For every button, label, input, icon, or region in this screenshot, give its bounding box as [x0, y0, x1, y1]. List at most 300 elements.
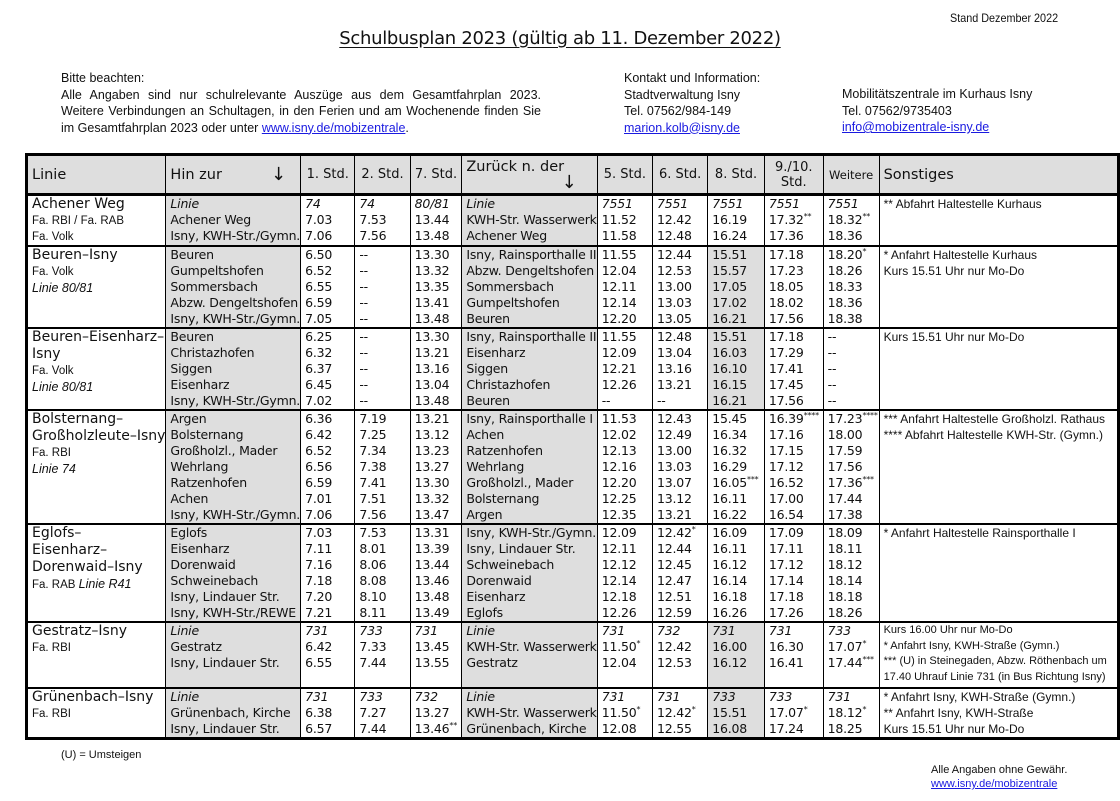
times-weitere — [823, 410, 879, 524]
route-group-row — [27, 246, 1119, 328]
route-group-row — [27, 524, 1119, 622]
cell-value: Schweinebach — [466, 557, 555, 572]
route-name-cell — [27, 688, 166, 739]
cell-value: -- — [827, 329, 837, 344]
cell-value: KWH-Str. Wasserwerk — [466, 639, 597, 654]
cell-value: 13.31 — [414, 525, 450, 540]
cell-value: 12.48 — [656, 329, 692, 344]
times-weitere — [823, 622, 879, 688]
office-email-link[interactable]: info@mobizentrale-isny.de — [842, 120, 990, 134]
return-stops-cell — [462, 246, 597, 328]
notes-cell — [879, 246, 1118, 328]
cell-value: 6.42 — [305, 639, 333, 654]
cell-value: 15.51 — [712, 705, 748, 720]
cell-value: Eisenharz — [170, 377, 230, 392]
arrow-down-icon: ↓ — [270, 163, 287, 185]
times-2-std — [355, 622, 410, 688]
cell-value: Beuren — [170, 247, 214, 262]
cell-value: 733 — [359, 689, 383, 704]
table-header-row — [27, 155, 1119, 195]
times-8-std — [708, 195, 765, 247]
cell-value: Siggen — [170, 361, 213, 376]
cell-value: Eisenharz — [466, 589, 526, 604]
times-9-10-std — [764, 328, 823, 410]
page-title: Schulbusplan 2023 (gültig ab 11. Dezember 2022) — [339, 28, 781, 49]
note: * Anfahrt Isny, KWH-Straße (Gymn.) — [883, 690, 1076, 704]
times-9-10-std — [764, 688, 823, 739]
route-name: Grünenbach–Isny — [32, 689, 154, 705]
route-name: Eisenharz– — [32, 542, 108, 558]
cell-value: 8.11 — [359, 605, 387, 620]
cell-value: 12.45 — [656, 557, 692, 572]
cell-value: Grünenbach, Kirche — [466, 721, 587, 736]
header-6-std: 6. Std. — [652, 155, 707, 195]
return-stops-cell — [462, 622, 597, 688]
cell-value: -- — [359, 393, 368, 408]
cell-value: 18.12 — [827, 557, 863, 572]
cell-value: Isny, Rainsporthalle I — [466, 411, 593, 426]
notes-cell — [879, 524, 1118, 622]
disclaimer-block — [931, 763, 1067, 791]
cell-value: 733 — [712, 689, 736, 704]
times-6-std — [652, 328, 707, 410]
cell-value: 7.01 — [305, 491, 333, 506]
cell-value: 13.16 — [414, 361, 450, 376]
cell-value: 17.09 — [768, 525, 804, 540]
cell-value: Großholzl., Mader — [466, 475, 574, 490]
cell-value: 12.59 — [656, 605, 692, 620]
cell-value: Eisenharz — [170, 541, 230, 556]
cell-value: 6.59 — [305, 475, 333, 490]
cell-value: 18.11 — [827, 541, 863, 556]
cell-value: 12.51 — [656, 589, 692, 604]
times-1-std — [301, 195, 355, 247]
cell-value: Wehrlang — [170, 459, 229, 474]
cell-value: 13.30 — [414, 475, 450, 490]
cell-value: 13.03 — [656, 459, 692, 474]
cell-value: 12.11 — [601, 279, 637, 294]
operator: Fa. RBI — [32, 642, 71, 654]
cell-value: Isny, KWH-Str./Gymn. — [170, 311, 301, 326]
mobizentrale-link[interactable]: www.isny.de/mobizentrale — [261, 120, 406, 135]
cell-value: Beuren — [170, 329, 214, 344]
cell-value: -- — [827, 377, 837, 392]
notes-cell — [879, 622, 1118, 688]
cell-value: 7.19 — [359, 411, 387, 426]
cell-value: 16.32 — [712, 443, 748, 458]
cell-value: Isny, KWH-Str./Gymn. — [466, 525, 596, 540]
notes-cell — [879, 688, 1118, 739]
times-9-10-std — [764, 410, 823, 524]
cell-value: 731 — [414, 623, 438, 638]
cell-value: 13.00 — [656, 443, 692, 458]
cell-value-footnote: 18.32** — [827, 212, 871, 227]
cell-value: 7.44 — [359, 721, 387, 736]
route-name-cell — [27, 195, 166, 247]
route-group-row — [27, 410, 1119, 524]
cell-value: 7.21 — [305, 605, 333, 620]
cell-value: Linie — [466, 623, 495, 638]
note: Kurs 15.51 Uhr nur Mo-Do — [883, 264, 1025, 278]
cell-value: 12.09 — [601, 345, 637, 360]
office-name: Stadtverwaltung Isny — [624, 87, 741, 102]
times-5-std — [597, 410, 652, 524]
cell-value: 13.47 — [414, 507, 450, 522]
notice-text: Alle Angaben sind nur schulrelevante Auszüge aus dem Gesamtfahrplan 2023. Weitere Verbindungen an Schultagen, in den Ferien und am Wochenende finden Sie im Gesamtfahrplan 2023 oder unter www.isny.de/mobizentrale. — [61, 87, 541, 135]
cell-value: Christazhofen — [170, 345, 255, 360]
route-name: Gestratz–Isny — [32, 623, 127, 639]
cell-value: 16.26 — [712, 605, 748, 620]
cell-value: 13.23 — [414, 443, 450, 458]
route-group-row — [27, 688, 1119, 739]
cell-value: 13.04 — [414, 377, 450, 392]
cell-value: -- — [359, 311, 368, 326]
note: Kurs 15.51 Uhr nur Mo-Do — [883, 722, 1025, 736]
cell-value: 13.30 — [414, 247, 450, 262]
stand-date: Stand Dezember 2022 — [949, 11, 1058, 25]
cell-value: 11.55 — [601, 329, 637, 344]
header-2-std: 2. Std. — [355, 155, 410, 195]
times-6-std — [652, 246, 707, 328]
route-group-row — [27, 622, 1119, 688]
note: *** Anfahrt Haltestelle Großholzl. Rathaus — [883, 412, 1106, 426]
times-5-std — [597, 524, 652, 622]
times-6-std — [652, 688, 707, 739]
return-stops-cell — [462, 524, 597, 622]
cell-value-footnote: 16.39**** — [768, 411, 819, 426]
cell-value: 8.10 — [359, 589, 387, 604]
cell-value: Ratzenhofen — [466, 443, 543, 458]
cell-value: 7.56 — [359, 507, 387, 522]
cell-value: 17.15 — [768, 443, 804, 458]
cell-value: Gumpeltshofen — [170, 263, 264, 278]
cell-value: 17.14 — [768, 573, 804, 588]
cell-value: 7.20 — [305, 589, 333, 604]
cell-value: 12.26 — [601, 605, 637, 620]
cell-value: 15.51 — [712, 329, 748, 344]
cell-value: 17.59 — [827, 443, 863, 458]
cell-value: 11.53 — [601, 411, 637, 426]
outbound-stops-cell — [166, 328, 301, 410]
cell-value: Siggen — [466, 361, 509, 376]
cell-value: 16.00 — [712, 639, 748, 654]
cell-value: 6.25 — [305, 329, 333, 344]
note: Kurs 16.00 Uhr nur Mo-Do — [883, 624, 1013, 636]
cell-value: 7.03 — [305, 212, 333, 227]
note: **** Abfahrt Haltestelle KWH-Str. (Gymn.) — [883, 428, 1103, 442]
cell-value: Eglofs — [466, 605, 503, 620]
cell-value: 16.19 — [712, 212, 748, 227]
schedule-table — [25, 153, 1120, 740]
notes-cell — [879, 195, 1118, 247]
cell-value: 18.18 — [827, 589, 863, 604]
cell-value: 16.11 — [712, 541, 748, 556]
cell-value: 17.18 — [768, 589, 804, 604]
cell-value: Isny, KWH-Str./Gymn. — [170, 393, 301, 408]
cell-value: 13.07 — [656, 475, 692, 490]
return-stops-cell — [462, 195, 597, 247]
cell-value: 17.38 — [827, 507, 863, 522]
operator: Fa. RBI — [32, 447, 71, 459]
cell-value: 15.45 — [712, 411, 748, 426]
cell-value: Christazhofen — [466, 377, 551, 392]
cell-value: Beuren — [466, 311, 510, 326]
cell-value: 12.47 — [656, 573, 692, 588]
header-8-std: 8. Std. — [708, 155, 765, 195]
cell-value: 6.37 — [305, 361, 333, 376]
route-name-cell — [27, 410, 166, 524]
cell-value: 13.44 — [414, 557, 450, 572]
cell-value: 13.32 — [414, 263, 450, 278]
cell-value: 17.44 — [827, 491, 863, 506]
cell-value: -- — [827, 393, 837, 408]
cell-value: Dorenwaid — [170, 557, 236, 572]
umsteigen-legend: (U) = Umsteigen — [61, 749, 142, 761]
cell-value: 13.27 — [414, 459, 450, 474]
operator: Fa. RAB Linie R41 — [32, 577, 132, 591]
disclaimer-text: Alle Angaben ohne Gewähr. — [931, 764, 1068, 776]
cell-value: 13.21 — [656, 377, 692, 392]
cell-value: 7.02 — [305, 393, 333, 408]
cell-value: 17.56 — [768, 311, 804, 326]
cell-value: 16.08 — [712, 721, 748, 736]
notice-block — [61, 70, 541, 136]
cell-value: 13.44 — [414, 212, 450, 227]
cell-value: Schweinebach — [170, 573, 259, 588]
cell-value: Bolsternang — [170, 427, 244, 442]
line-number: Linie 80/81 — [32, 380, 94, 394]
cell-value: 12.25 — [601, 491, 637, 506]
cell-value: Eglofs — [170, 525, 208, 540]
cell-value: 12.35 — [601, 507, 637, 522]
cell-value: 18.26 — [827, 263, 863, 278]
cell-value: 12.04 — [601, 655, 637, 670]
route-name-cell — [27, 246, 166, 328]
cell-value: Achener Weg — [170, 212, 252, 227]
cell-value: 13.39 — [414, 541, 450, 556]
operator: Fa. Volk — [32, 231, 74, 243]
office-tel: Tel. 07562/984-149 — [624, 104, 732, 118]
cell-value: Isny, Rainsporthalle II — [466, 329, 597, 344]
cell-value: 16.09 — [712, 525, 748, 540]
operator: Fa. RBI — [32, 708, 71, 720]
cell-value: 12.14 — [601, 295, 637, 310]
cell-value: 7.34 — [359, 443, 387, 458]
cell-value: Linie — [170, 689, 199, 704]
cell-value: -- — [601, 393, 611, 408]
cell-value: 16.52 — [768, 475, 804, 490]
header-1-std: 1. Std. — [301, 155, 355, 195]
times-weitere — [823, 524, 879, 622]
route-name: Bolsternang– — [32, 411, 124, 427]
cell-value: Abzw. Dengeltshofen — [170, 295, 299, 310]
cell-value: -- — [359, 361, 368, 376]
times-5-std — [597, 622, 652, 688]
cell-value: 7551 — [768, 196, 800, 211]
cell-value: Beuren — [466, 393, 510, 408]
cell-value: Linie — [170, 196, 199, 211]
cell-value: 17.56 — [768, 393, 804, 408]
cell-value: Grünenbach, Kirche — [170, 705, 291, 720]
cell-value: 12.53 — [656, 655, 692, 670]
cell-value: Linie — [466, 689, 495, 704]
cell-value: 11.52 — [601, 212, 637, 227]
times-5-std — [597, 195, 652, 247]
cell-value: 13.04 — [656, 345, 692, 360]
cell-value-footnote: 17.07* — [768, 705, 808, 720]
footer-link[interactable]: www.isny.de/mobizentrale — [931, 778, 1058, 790]
cell-value: 731 — [827, 689, 851, 704]
office-email-link[interactable]: marion.kolb@isny.de — [624, 120, 740, 135]
cell-value: 7.27 — [359, 705, 387, 720]
cell-value: 7551 — [656, 196, 688, 211]
cell-value: 7.06 — [305, 228, 333, 243]
cell-value: 7.11 — [305, 541, 333, 556]
line-number: Linie 74 — [32, 462, 76, 476]
times-8-std — [708, 246, 765, 328]
cell-value: 13.46 — [414, 573, 450, 588]
times-2-std — [355, 195, 410, 247]
cell-value: Argen — [466, 507, 503, 522]
contact-block-2 — [842, 86, 1032, 136]
cell-value: 17.26 — [768, 605, 804, 620]
notes-cell — [879, 328, 1118, 410]
times-7-std — [410, 328, 462, 410]
cell-value: Isny, Lindauer Str. — [170, 655, 280, 670]
cell-value: 18.09 — [827, 525, 863, 540]
cell-value: Achen — [466, 427, 505, 442]
cell-value: 17.18 — [768, 247, 804, 262]
cell-value: 12.13 — [601, 443, 637, 458]
cell-value: 17.29 — [768, 345, 804, 360]
cell-value: 7.33 — [359, 639, 387, 654]
note: *** (U) in Steinegaden, Abzw. Röthenbach um — [883, 655, 1107, 667]
times-8-std — [708, 688, 765, 739]
cell-value: 17.11 — [768, 541, 804, 556]
cell-value: -- — [359, 345, 368, 360]
cell-value: 13.03 — [656, 295, 692, 310]
cell-value: 6.52 — [305, 443, 333, 458]
cell-value: Isny, KWH-Str./Gymn. — [170, 507, 301, 522]
cell-value: 13.00 — [656, 279, 692, 294]
times-1-std — [301, 246, 355, 328]
header-9-10-std: 9./10. Std. — [764, 155, 823, 195]
cell-value: Gestratz — [170, 639, 222, 654]
cell-value: 7.53 — [359, 525, 387, 540]
cell-value: 13.32 — [414, 491, 450, 506]
cell-value: Argen — [170, 411, 207, 426]
outbound-stops-cell — [166, 688, 301, 739]
cell-value: 13.12 — [656, 491, 692, 506]
cell-value: Isny, KWH-Str./Gymn. — [170, 228, 301, 243]
header-hin: Hin zur ↓ — [166, 155, 301, 195]
cell-value: 6.55 — [305, 655, 333, 670]
cell-value: 17.16 — [768, 427, 804, 442]
cell-value-footnote: 17.23**** — [827, 411, 878, 426]
outbound-stops-cell — [166, 622, 301, 688]
operator: Fa. Volk — [32, 365, 74, 377]
cell-value: 8.06 — [359, 557, 387, 572]
cell-value-footnote: 11.50* — [601, 705, 641, 720]
cell-value-footnote: 18.12* — [827, 705, 867, 720]
cell-value: 16.03 — [712, 345, 748, 360]
times-5-std — [597, 688, 652, 739]
cell-value: 733 — [359, 623, 383, 638]
cell-value: 17.56 — [827, 459, 863, 474]
cell-value: 12.44 — [656, 541, 692, 556]
cell-value: Achener Weg — [466, 228, 547, 243]
times-2-std — [355, 246, 410, 328]
times-1-std — [301, 524, 355, 622]
cell-value: Isny, Lindauer Str. — [170, 721, 280, 736]
outbound-stops-cell — [166, 195, 301, 247]
office-name: Mobilitätszentrale im Kurhaus Isny — [842, 87, 1033, 101]
cell-value: Gumpeltshofen — [466, 295, 560, 310]
cell-value: 7.41 — [359, 475, 387, 490]
contact-block-1 — [624, 70, 760, 136]
cell-value: 731 — [601, 689, 625, 704]
cell-value: 12.42 — [656, 639, 692, 654]
cell-value: -- — [359, 279, 368, 294]
cell-value: -- — [656, 393, 666, 408]
cell-value: 7551 — [601, 196, 633, 211]
cell-value: 731 — [712, 623, 736, 638]
note: Kurs 15.51 Uhr nur Mo-Do — [883, 330, 1025, 344]
cell-value: 17.41 — [768, 361, 804, 376]
times-5-std — [597, 246, 652, 328]
cell-value: 7.05 — [305, 311, 333, 326]
cell-value: 7.56 — [359, 228, 387, 243]
cell-value: Bolsternang — [466, 491, 540, 506]
cell-value: 12.18 — [601, 589, 637, 604]
cell-value: -- — [359, 295, 368, 310]
cell-value: 16.41 — [768, 655, 804, 670]
cell-value: Sommersbach — [466, 279, 554, 294]
times-6-std — [652, 622, 707, 688]
header-zurueck: Zurück n. der ↓ — [462, 155, 597, 195]
cell-value: 7.16 — [305, 557, 333, 572]
header-linie: Linie — [27, 155, 166, 195]
note: * Anfahrt Isny, KWH-Straße (Gymn.) — [883, 639, 1060, 652]
route-name-cell — [27, 524, 166, 622]
cell-value: 18.36 — [827, 228, 863, 243]
cell-value: 13.41 — [414, 295, 450, 310]
route-name-cell — [27, 622, 166, 688]
cell-value: 12.08 — [601, 721, 637, 736]
cell-value: 16.21 — [712, 311, 748, 326]
times-7-std — [410, 524, 462, 622]
cell-value: 8.01 — [359, 541, 387, 556]
cell-value: 80/81 — [414, 196, 450, 211]
cell-value: 7551 — [712, 196, 744, 211]
cell-value: 13.21 — [414, 345, 450, 360]
cell-value: 16.22 — [712, 507, 748, 522]
route-name: Dorenwaid–Isny — [32, 559, 143, 575]
cell-value: 16.30 — [768, 639, 804, 654]
cell-value: 13.49 — [414, 605, 450, 620]
cell-value: 12.21 — [601, 361, 637, 376]
cell-value: 18.33 — [827, 279, 863, 294]
times-weitere — [823, 246, 879, 328]
cell-value: 13.21 — [656, 507, 692, 522]
route-name-cell — [27, 328, 166, 410]
cell-value: 18.38 — [827, 311, 863, 326]
outbound-stops-cell — [166, 524, 301, 622]
office-tel: Tel. 07562/9735403 — [842, 103, 952, 118]
times-7-std — [410, 410, 462, 524]
notes-cell — [879, 410, 1118, 524]
outbound-stops-cell — [166, 410, 301, 524]
